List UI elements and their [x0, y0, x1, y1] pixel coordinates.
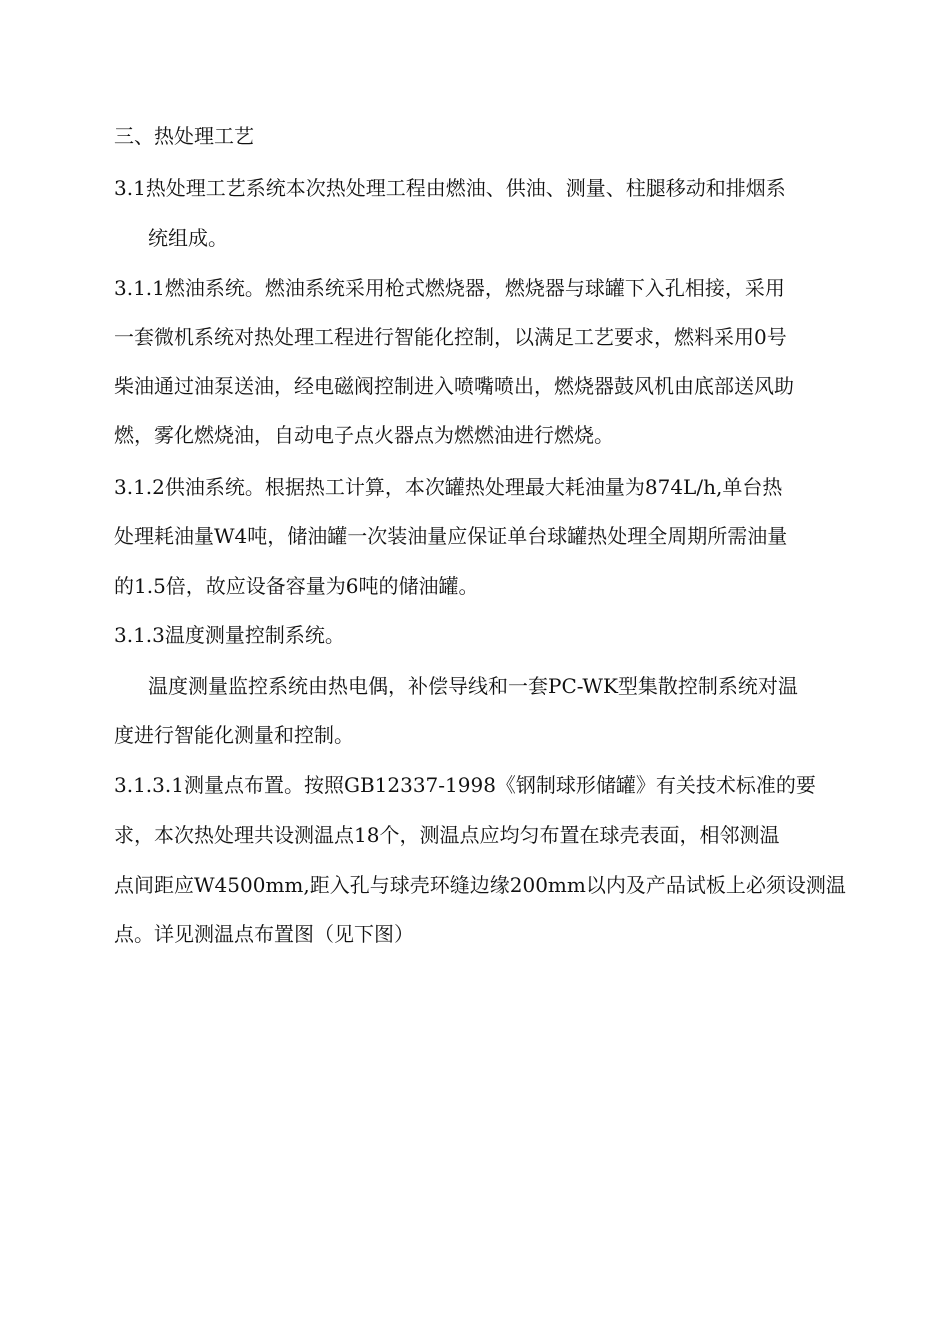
paragraph-line: 度进行智能化测量和控制。 [114, 723, 354, 747]
paragraph-line: 处理耗油量W4吨，储油罐一次装油量应保证单台球罐热处理全周期所需油量 [114, 524, 788, 548]
paragraph-line: 3.1.2供油系统。根据热工计算，本次罐热处理最大耗油量为874L/h,单台热 [114, 475, 783, 499]
paragraph-line: 求，本次热处理共设测温点18个，测温点应均匀布置在球壳表面，相邻测温 [114, 823, 780, 847]
paragraph-line: 3.1.3.1测量点布置。按照GB12337-1998《钢制球形储罐》有关技术标准的要 [114, 773, 816, 797]
paragraph-line: 3.1热处理工艺系统本次热处理工程由燃油、供油、测量、柱腿移动和排烟系 [114, 176, 786, 200]
paragraph-line: 点。详见测温点布置图（见下图） [114, 922, 414, 946]
section-heading: 三、热处理工艺 [114, 124, 254, 148]
paragraph-line: 柴油通过油泵送油，经电磁阀控制进入喷嘴喷出，燃烧器鼓风机由底部送风助 [114, 374, 794, 398]
paragraph-line: 点间距应W4500mm,距入孔与球壳环缝边缘200mm以内及产品试板上必须设测温 [114, 873, 846, 897]
paragraph-line: 一套微机系统对热处理工程进行智能化控制，以满足工艺要求，燃料采用0号 [114, 325, 787, 349]
paragraph-line: 温度测量监控系统由热电偶，补偿导线和一套PC-WK型集散控制系统对温 [148, 674, 798, 698]
paragraph-line: 统组成。 [148, 226, 228, 250]
paragraph-line: 3.1.1燃油系统。燃油系统采用枪式燃烧器，燃烧器与球罐下入孔相接，采用 [114, 276, 785, 300]
subsection-heading: 3.1.3温度测量控制系统。 [114, 623, 345, 647]
paragraph-line: 的1.5倍，故应设备容量为6吨的储油罐。 [114, 574, 479, 598]
paragraph-line: 燃，雾化燃烧油，自动电子点火器点为燃燃油进行燃烧。 [114, 423, 614, 447]
